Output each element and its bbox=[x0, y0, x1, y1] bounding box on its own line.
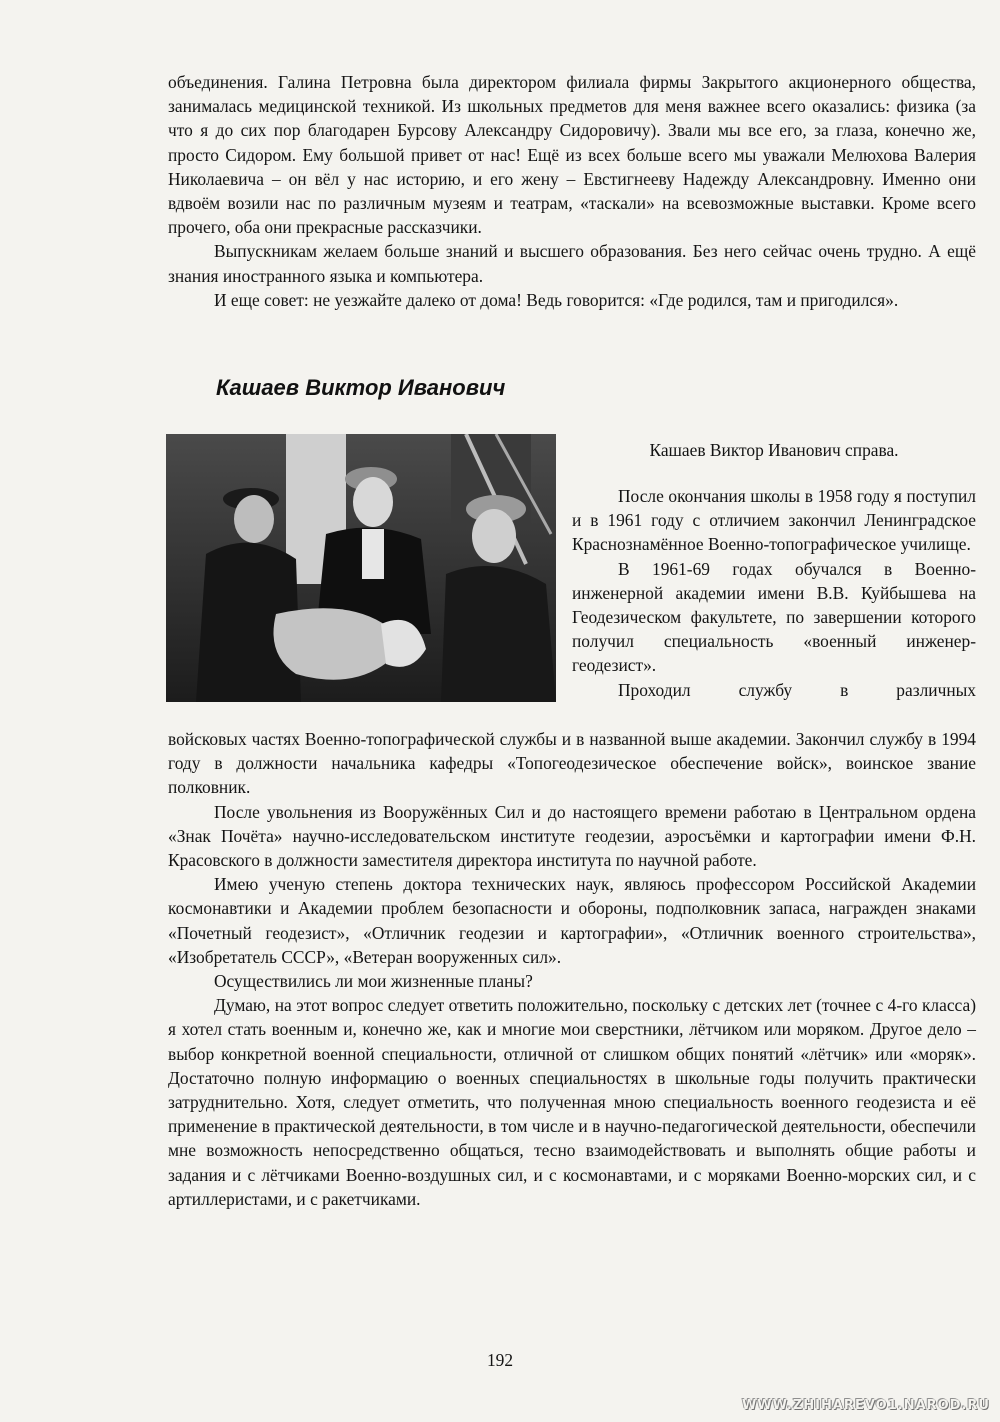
body-paragraph-5: Имею ученую степень доктора технических наук, являюсь профессором Российской Академии космонавтики и Академии проблем безопасности и обороны, подполковник запаса, награжден знаками «Почетный геодезист», «Отличник геодезии и картографии», «Отличник военного строительства», «Изобретатель СССР», «Ветеран вооруженных сил». bbox=[168, 874, 976, 967]
intro-paragraph-2: Выпускникам желаем больше знаний и высшего образования. Без него сейчас очень трудно. А ещё знания иностранного языка и компьютера. bbox=[168, 241, 976, 286]
body-paragraph-7: Думаю, на этот вопрос следует ответить положительно, поскольку с детских лет (точнее с 4-го класса) я хотел стать военным и, конечно же, как и многие мои сверстники, лётчиком или моряком. Другое дело – выбор конкретной военной специальности, отличной от слишком общих понятий «лётчик» или «моряк». Достаточно полную информацию о военных специальностях в школьные годы получить практически затруднительно. Хотя, следует отметить, что полученная мною специальность военного геодезиста и её применение в практической деятельности, в том числе и в научно-педагогической деятельности, обеспечили мне возможность непосредственно общаться, тесно взаимодействовать и выполнять общие работы и задания и с лётчиками Военно-воздушных сил, и с космонавтами, и с моряками Военно-морских сил, и с артиллеристами, и с ракетчиками. bbox=[168, 995, 976, 1209]
photo-caption: Кашаев Виктор Иванович справа. bbox=[649, 440, 899, 460]
body-text bbox=[168, 727, 976, 1211]
side-paragraph-3-start: Проходил службу в различных bbox=[618, 679, 976, 700]
body-paragraph-3: войсковых частях Военно-топографической службы и в названной выше академии. Закончил службу в 1994 году в должности начальника кафедры «Топогеодезическое обеспечение войск», воинское звание полковник. bbox=[168, 729, 976, 798]
body-paragraph-4: После увольнения из Вооружённых Сил и до настоящего времени работаю в Центральном ордена «Знак Почёта» научно-исследовательском институте геодезии, аэросъёмки и картографии имени Ф.Н. Красовского в должности заместителя директора института по научной работе. bbox=[168, 801, 976, 871]
section-heading: Кашаев Виктор Иванович bbox=[216, 375, 506, 400]
portrait-photo bbox=[166, 434, 556, 702]
site-watermark: WWW.ZHIHAREVO1.NAROD.RU bbox=[741, 1398, 990, 1413]
body-paragraph-6: Осуществились ли мои жизненные планы? bbox=[214, 971, 533, 992]
side-paragraph-2: В 1961-69 годах обучался в Военно-инженерной академии имени В.В. Куйбышева на Геодезическом факультете, по завершении которого получил специальность «военный инженер-геодезист». bbox=[572, 558, 976, 676]
side-text bbox=[572, 484, 976, 702]
intro-paragraph-3: И еще совет: не уезжайте далеко от дома! Ведь говорится: «Где родился, там и пригодился». bbox=[214, 289, 899, 310]
side-paragraph-1: После окончания школы в 1958 году я поступил и в 1961 году с отличием закончил Ленинградское Краснознамённое Военно-топографическое училище. bbox=[572, 486, 976, 555]
page-number: 192 bbox=[486, 1350, 514, 1370]
intro-text bbox=[168, 70, 976, 312]
intro-paragraph-1: объединения. Галина Петровна была директором филиала фирмы Закрытого акционерного общества, занималась медицинской техникой. Из школьных предметов для меня важнее всего оказались: физика (за что я до сих пор благодарен Бурсову Александру Сидоровичу). Звали мы все его, за глаза, конечно же, просто Сидором. Ему большой привет от нас! Ещё из всех больше всего мы уважали Мелюхова Валерия Николаевича – он вёл у нас историю, и его жену – Евстигнееву Надежду Александровну. Именно они вдвоём возили нас по различным музеям и театрам, «таскали» на всевозможные выставки. Кроме всего прочего, оба они прекрасные рассказчики. bbox=[168, 72, 976, 238]
